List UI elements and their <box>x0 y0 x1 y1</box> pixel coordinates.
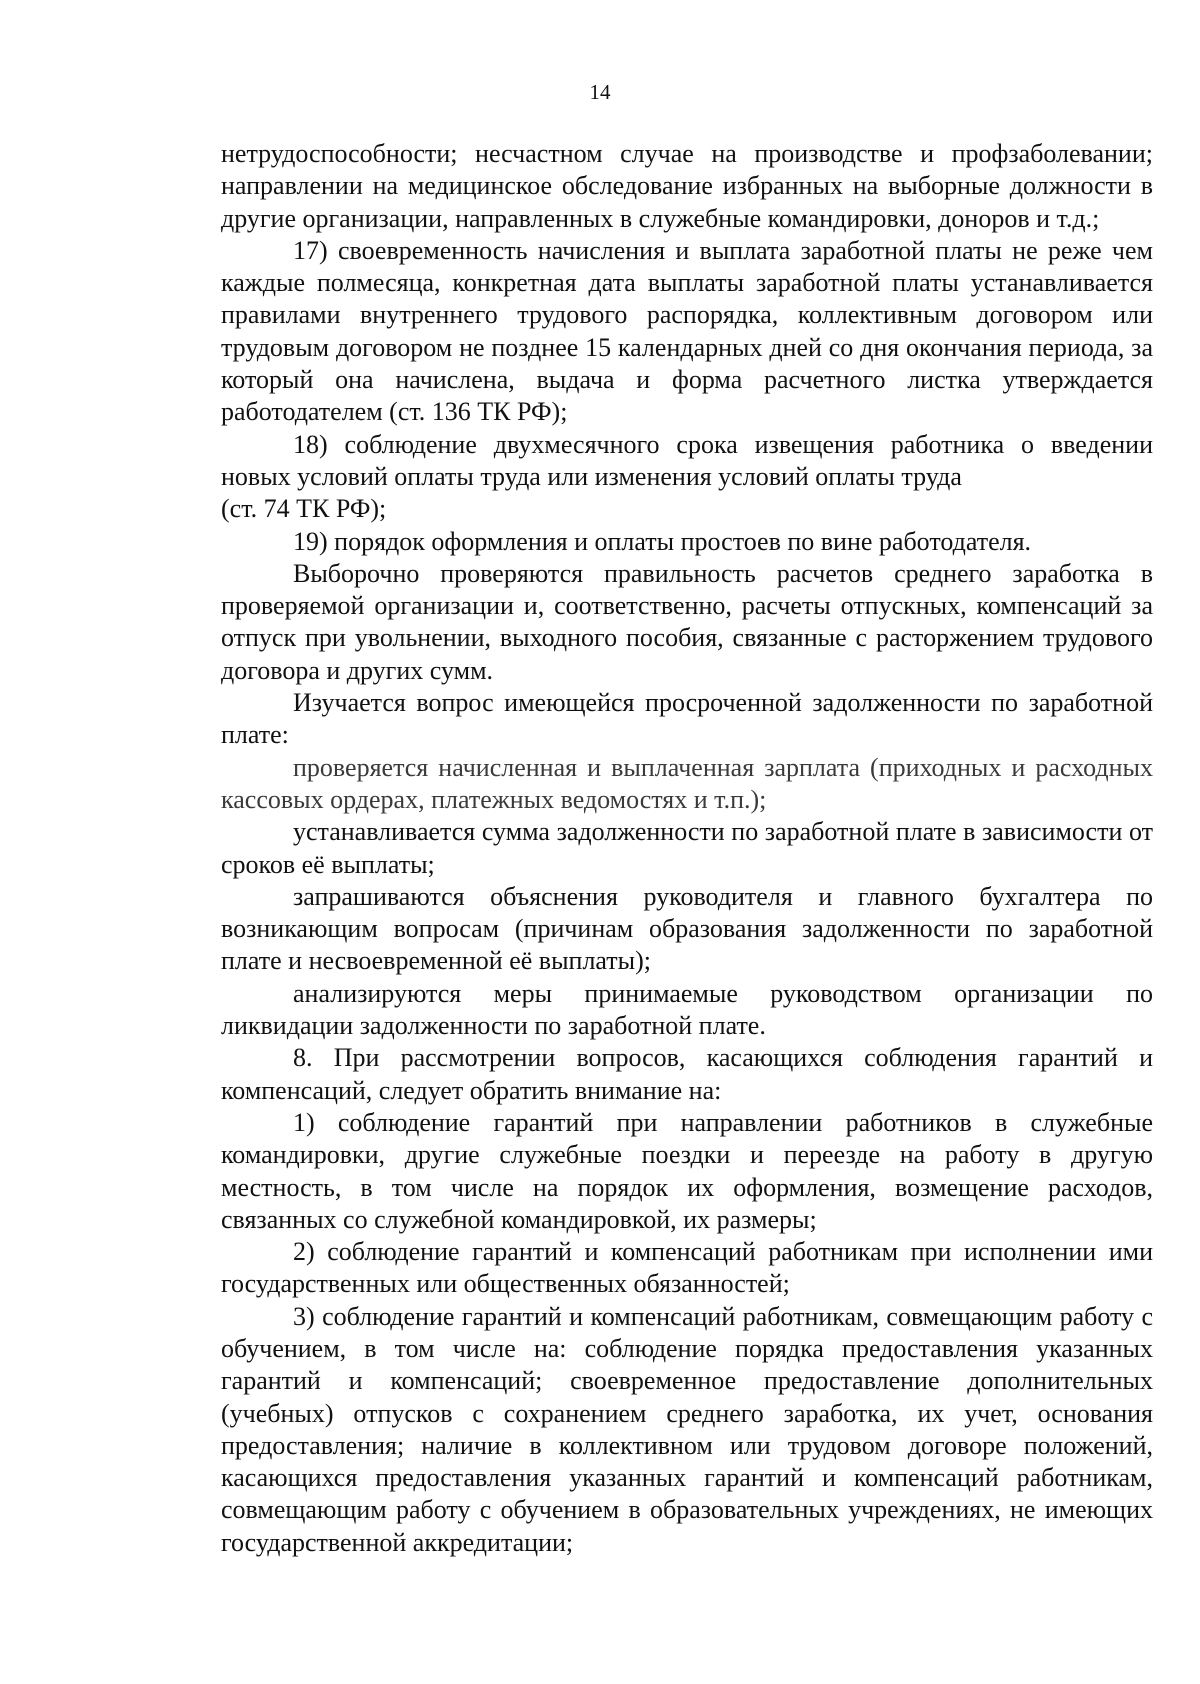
paragraph-item-17: 17) своевременность начисления и выплата заработной платы не реже чем каждые полмесяца, конкретная дата выплаты заработной платы устанавливается правилами внутреннего трудового распорядка, коллективным договором или трудовым договором не позднее 15 календарных дней со дня окончания периода, за который она начислена, выдача и форма расчетного листка утверждается работодателем (ст. 136 ТК РФ); <box>221 235 1153 427</box>
paragraph-explanations: запрашиваются объяснения руководителя и главного бухгалтера по возникающим вопросам (причинам образования задолженности по заработной плате и несвоевременной её выплаты); <box>221 881 1153 976</box>
paragraph-debt-amount: устанавливается сумма задолженности по заработной плате в зависимости от сроков её выплаты; <box>221 817 1153 879</box>
paragraph-section-8: 8. При рассмотрении вопросов, касающихся соблюдения гарантий и компенсаций, следует обратить внимание на: <box>221 1043 1153 1105</box>
paragraph-continuation: нетрудоспособности; несчастном случае на производстве и профзаболевании; направлении на медицинское обследование избранных на выборные должности в другие организации, направленных в служебные командировки, доноров и т.д.; <box>221 139 1153 233</box>
paragraph-average-earnings: Выборочно проверяются правильность расчетов среднего заработка в проверяемой организации и, соответственно, расчеты отпускных, компенсаций за отпуск при увольнении, выходного пособия, связанные с расторжением трудового договора и других сумм. <box>221 558 1153 685</box>
paragraph-item-18-reference: (ст. 74 ТК РФ); <box>221 494 387 524</box>
page-number: 14 <box>589 80 611 104</box>
paragraph-item-2: 2) соблюдение гарантий и компенсаций работникам при исполнении ими государственных или общественных обязанностей; <box>221 1237 1153 1299</box>
paragraph-measures: анализируются меры принимаемые руководством организации по ликвидации задолженности по заработной плате. <box>221 978 1153 1041</box>
paragraph-item-3: 3) соблюдение гарантий и компенсаций работникам, совмещающим работу с обучением, в том числе на: соблюдение порядка предоставления указанных гарантий и компенсаций; своевременное предоставление дополнительных (учебных) отпусков с сохранением среднего заработка, их учет, основания предоставления; наличие в коллективном или трудовом договоре положений, касающихся предоставления указанных гарантий и компенсаций работникам, совмещающим работу с обучением в образовательных учреждениях, не имеющих государственной аккредитации; <box>221 1301 1153 1557</box>
paragraph-check-accrued: проверяется начисленная и выплаченная зарплата (приходных и расходных кассовых ордерах, платежных ведомостях и т.п.); <box>221 752 1153 814</box>
paragraph-item-1: 1) соблюдение гарантий при направлении работников в служебные командировки, другие служебные поездки и переезде на работу в другую местность, в том числе на порядок их оформления, возмещение расходов, связанных со служебной командировкой, их размеры; <box>221 1107 1153 1234</box>
document-body <box>221 138 1153 1559</box>
paragraph-item-19: 19) порядок оформления и оплаты простоев по вине работодателя. <box>293 526 1032 556</box>
paragraph-item-18: 18) соблюдение двухмесячного срока извещения работника о введении новых условий оплаты труда или изменения условий оплаты труда <box>221 429 1153 491</box>
paragraph-overdue-debt: Изучается вопрос имеющейся просроченной задолженности по заработной плате: <box>221 688 1153 750</box>
